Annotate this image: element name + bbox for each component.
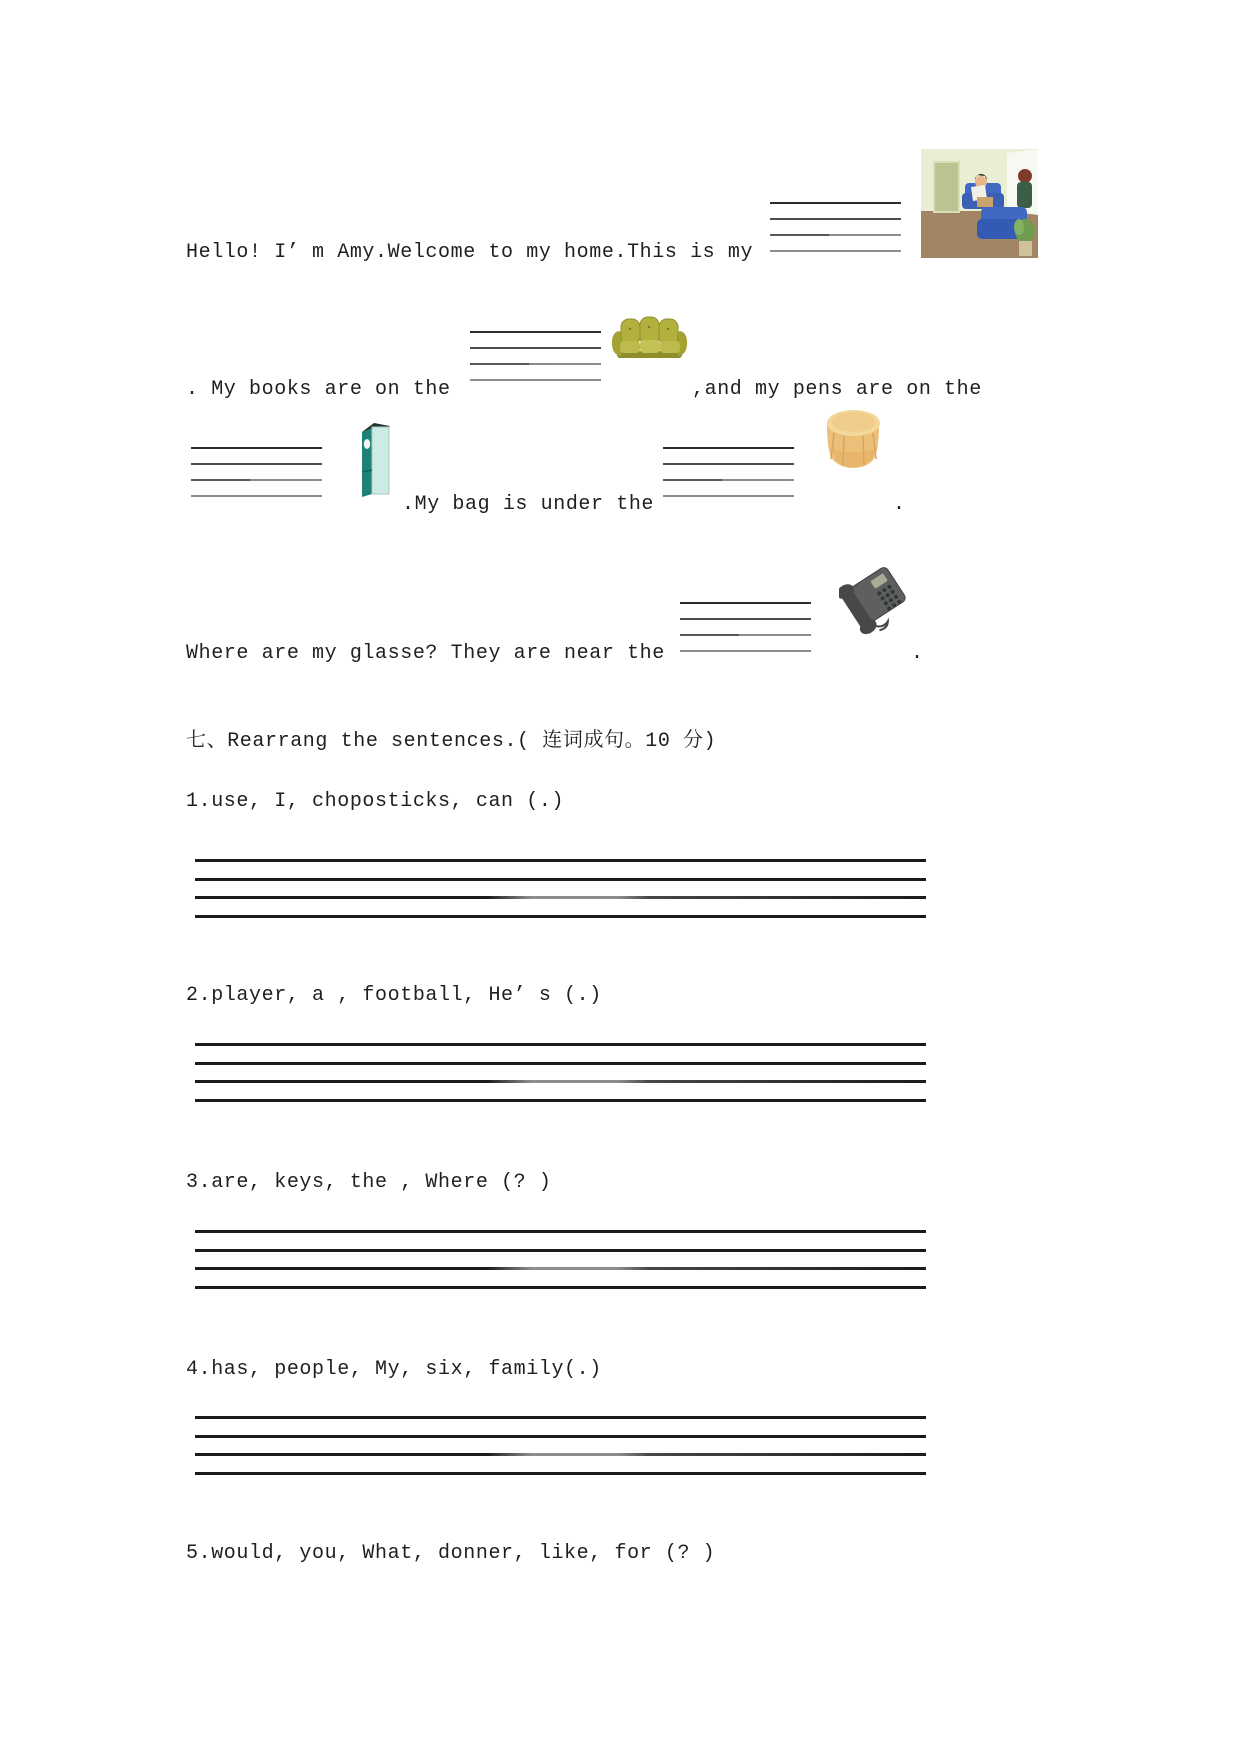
cloze-sentence-3: .My bag is under the bbox=[402, 493, 655, 516]
living-room-icon bbox=[921, 149, 1038, 258]
writing-lines-2 bbox=[195, 1043, 926, 1103]
cloze-sentence-4-period: . bbox=[911, 642, 924, 665]
answer-blank-1 bbox=[770, 202, 901, 253]
question-item-5: 5.would, you, What, donner, like, for (? ) bbox=[186, 1542, 716, 1565]
answer-blank-5 bbox=[680, 602, 811, 653]
answer-blank-2 bbox=[470, 331, 601, 382]
stool-image bbox=[820, 407, 887, 470]
sofa-icon bbox=[609, 315, 690, 361]
answer-blank-3 bbox=[191, 447, 322, 498]
section-heading: 七、Rearrang the sentences.( 连词成句。10 分) bbox=[186, 730, 717, 753]
cloze-sentence-2-left: . My books are on the bbox=[186, 378, 451, 401]
cloze-sentence-1: Hello! I’ m Amy.Welcome to my home.This is my bbox=[186, 241, 754, 264]
question-item-3: 3.are, keys, the , Where (? ) bbox=[186, 1171, 552, 1194]
cloze-sentence-4: Where are my glasse? They are near the bbox=[186, 642, 665, 665]
writing-lines-1 bbox=[195, 859, 926, 919]
writing-lines-3 bbox=[195, 1230, 926, 1290]
fridge-icon bbox=[359, 420, 393, 498]
writing-lines-4 bbox=[195, 1416, 926, 1476]
question-item-1: 1.use, I, choposticks, can (.) bbox=[186, 790, 565, 813]
sofa-image bbox=[609, 315, 690, 361]
stool-icon bbox=[820, 407, 887, 470]
fridge-image bbox=[359, 420, 393, 498]
telephone-icon bbox=[839, 561, 909, 635]
question-item-4: 4.has, people, My, six, family(.) bbox=[186, 1358, 602, 1381]
cloze-sentence-2-right: ,and my pens are on the bbox=[692, 378, 982, 401]
cloze-sentence-3-period: . bbox=[893, 493, 906, 516]
telephone-image bbox=[839, 561, 909, 635]
answer-blank-4 bbox=[663, 447, 794, 498]
living-room-image bbox=[921, 149, 1038, 258]
question-item-2: 2.player, a , football, He’ s (.) bbox=[186, 984, 602, 1007]
